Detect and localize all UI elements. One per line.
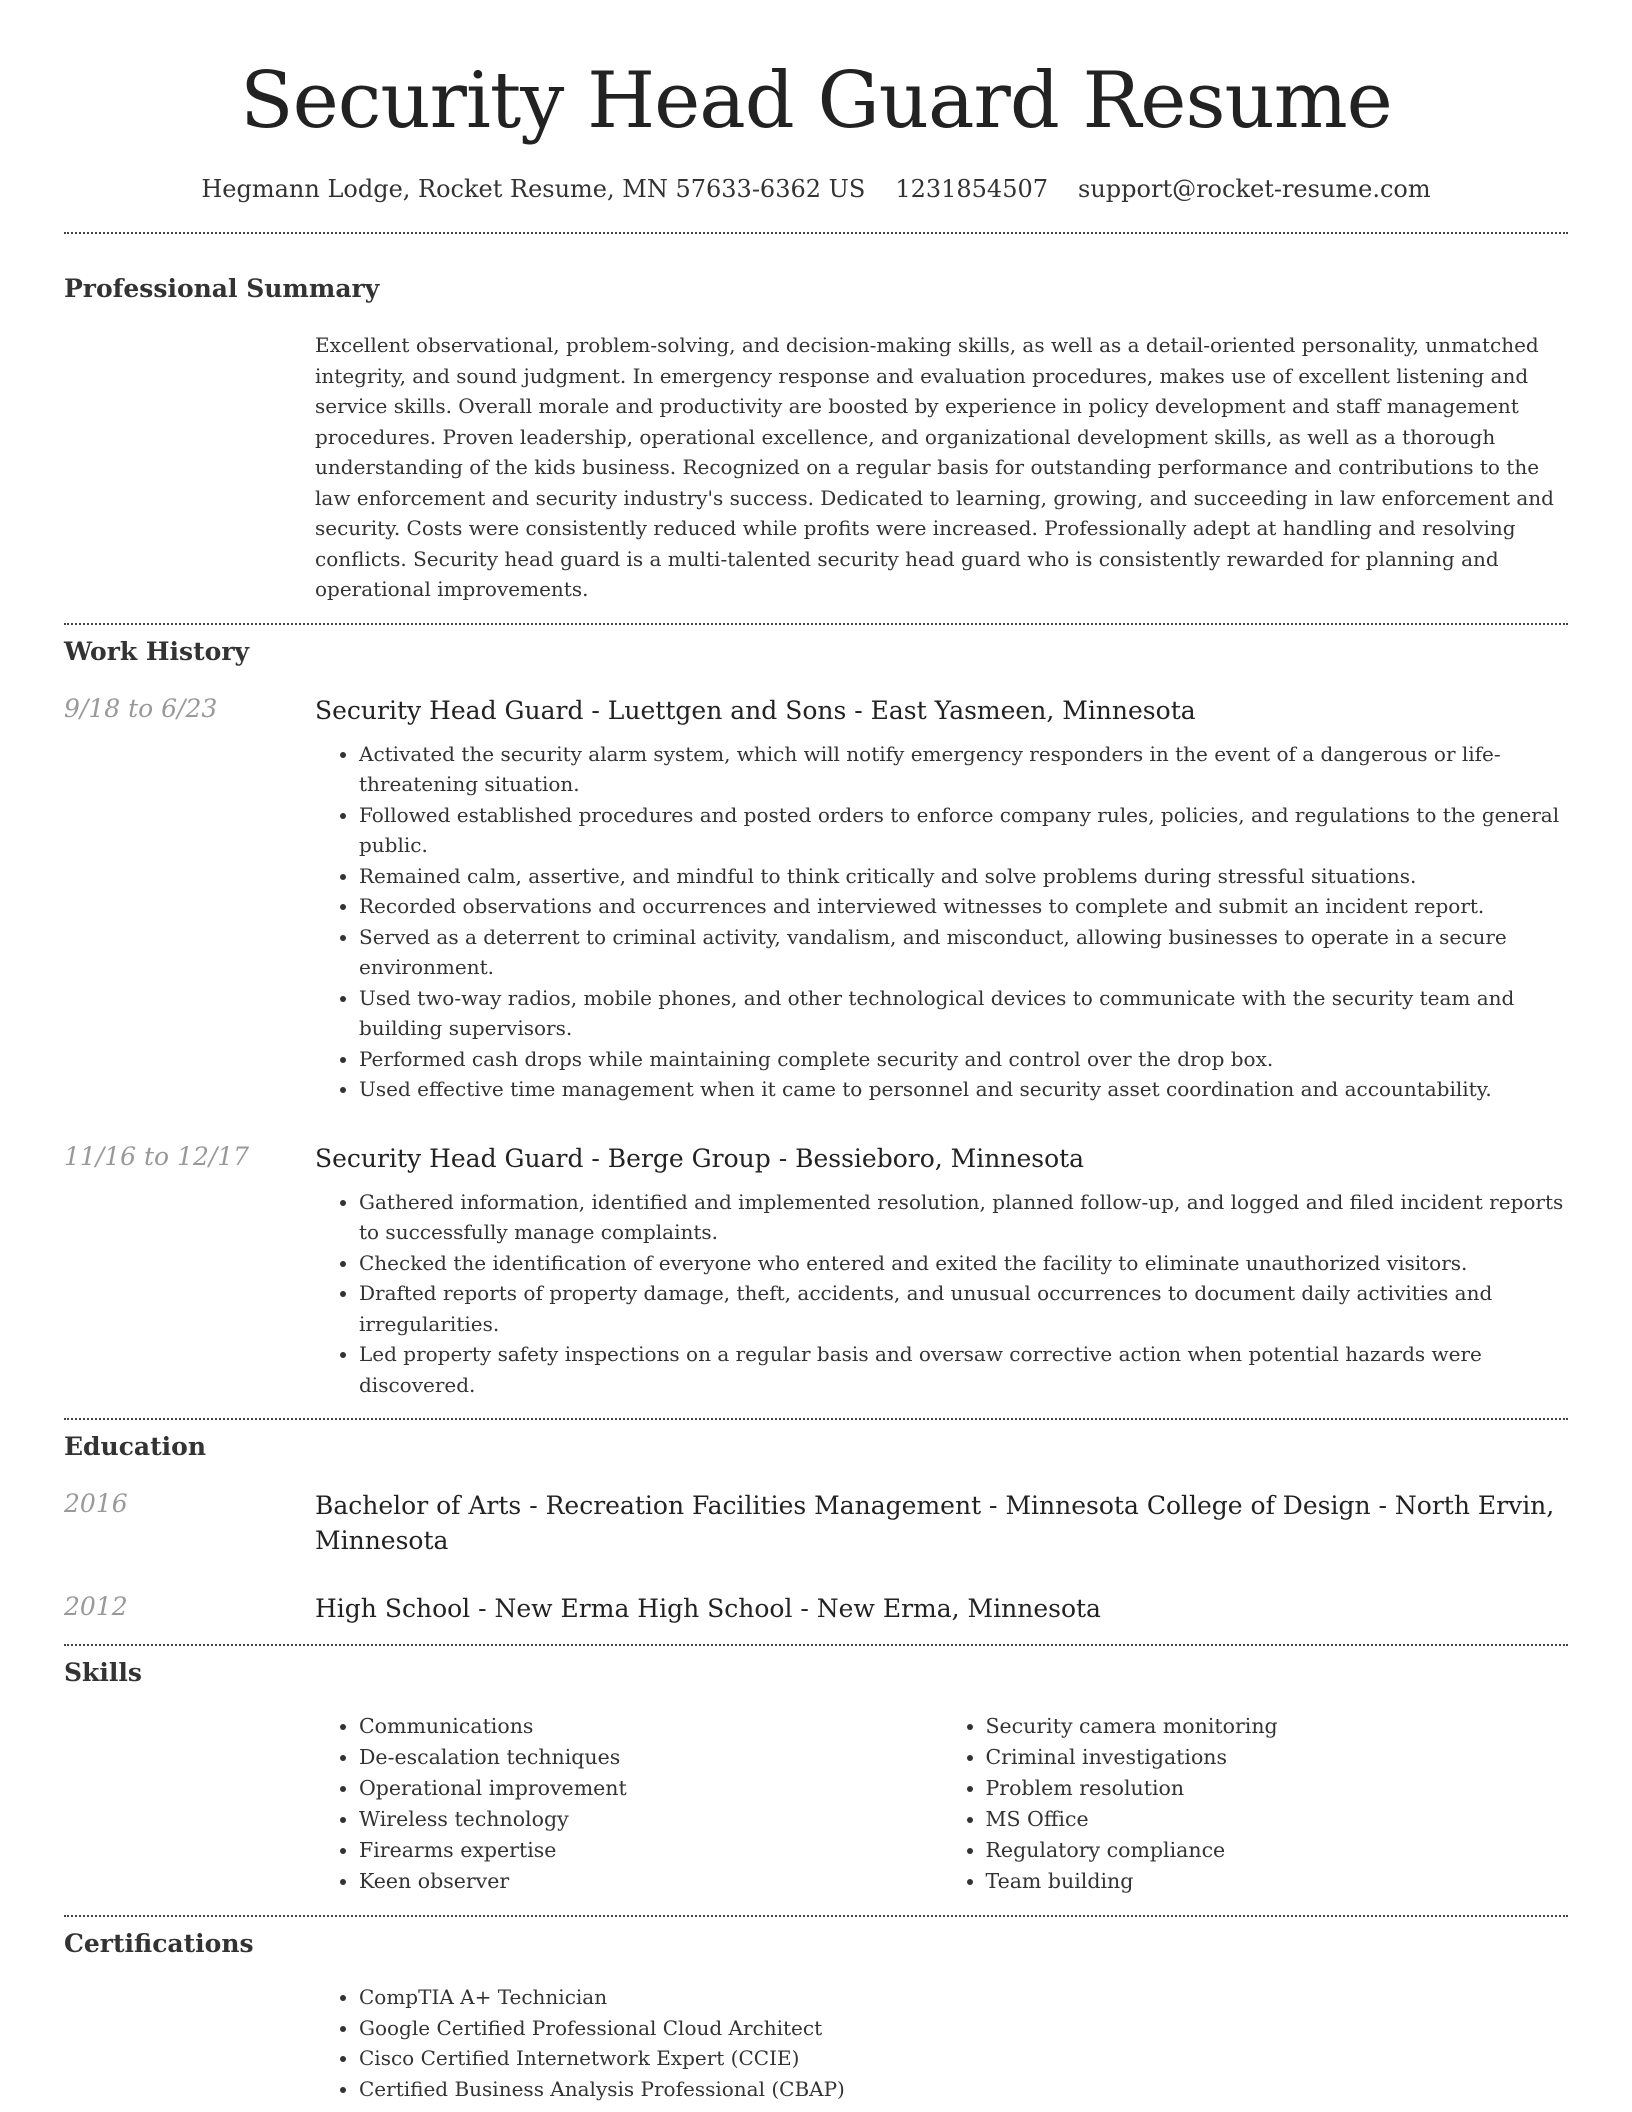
list-item: • Firearms expertise bbox=[359, 1835, 942, 1866]
list-item: • Remained calm, assertive, and mindful to think critically and solve problems during stressful situations. bbox=[359, 861, 1568, 892]
list-item: • CompTIA A+ Technician bbox=[359, 1982, 1568, 2013]
list-item: • Google Certified Professional Cloud Architect bbox=[359, 2013, 1568, 2044]
list-item: • Followed established procedures and posted orders to enforce company rules, policies, and regulations to the general public. bbox=[359, 800, 1568, 861]
summary-text: Excellent observational, problem-solving, and decision-making skills, as well as a detail-oriented personality, unmatched integrity, and sound judgment. In emergency response and evaluation procedures, makes use of excellent listening and service skills. Overall morale and productivity are boosted by experience in policy development and staff management procedures. Proven leadership, operational excellence, and organizational development skills, as well as a thorough understanding of the kids business. Recognized on a regular basis for outstanding performance and contributions to the law enforcement and security industry's success. Dedicated to learning, growing, and succeeding in law enforcement and security. Costs were consistently reduced while profits were increased. Professionally adept at handling and resolving conflicts. Security head guard is a multi-talented security head guard who is consistently rewarded for planning and operational improvements. bbox=[315, 333, 1554, 601]
section-title-education: Education bbox=[64, 1432, 207, 1461]
list-item: • Security camera monitoring bbox=[986, 1711, 1569, 1742]
list-item: • Checked the identification of everyone who entered and exited the facility to eliminate unauthorized visitors. bbox=[359, 1248, 1568, 1279]
list-item: • Regulatory compliance bbox=[986, 1835, 1569, 1866]
resume-page bbox=[64, 0, 1568, 2104]
job-date: 9/18 to 6/23 bbox=[64, 693, 218, 723]
section-title-work-history: Work History bbox=[64, 636, 250, 666]
list-item: • Problem resolution bbox=[986, 1773, 1569, 1804]
list-item: • Performed cash drops while maintaining complete security and control over the drop box. bbox=[359, 1044, 1568, 1075]
list-item: • Communications bbox=[359, 1711, 942, 1742]
job-title: Security Head Guard - Berge Group - Bessieboro, Minnesota bbox=[315, 1143, 1085, 1173]
job-bullets bbox=[359, 739, 1568, 1105]
resume-title: Security Head Guard Resume bbox=[240, 56, 1392, 146]
list-item: • Recorded observations and occurrences and interviewed witnesses to complete and submit an incident report. bbox=[359, 891, 1568, 922]
job-title: Security Head Guard - Luettgen and Sons - East Yasmeen, Minnesota bbox=[315, 695, 1196, 725]
section-title-skills: Skills bbox=[64, 1658, 142, 1687]
list-item: • Wireless technology bbox=[359, 1804, 942, 1835]
list-item: • MS Office bbox=[986, 1804, 1569, 1835]
education-entry bbox=[64, 1591, 1568, 1626]
education-entry bbox=[64, 1488, 1568, 1558]
divider bbox=[64, 1418, 1568, 1420]
job-entry bbox=[64, 1141, 1568, 1401]
list-item: • Team building bbox=[986, 1866, 1569, 1897]
section-title-summary: Professional Summary bbox=[64, 274, 380, 303]
job-entry bbox=[64, 693, 1568, 1105]
job-bullets bbox=[359, 1187, 1568, 1401]
contact-phone: 1231854507 bbox=[895, 175, 1049, 203]
contact-line bbox=[64, 174, 1568, 204]
list-item: • Gathered information, identified and implemented resolution, planned follow-up, and logged and filed incident reports to successfully manage complaints. bbox=[359, 1187, 1568, 1248]
divider bbox=[64, 623, 1568, 625]
education-date: 2012 bbox=[64, 1592, 128, 1621]
list-item: • Led property safety inspections on a regular basis and oversaw corrective action when potential hazards were discovered. bbox=[359, 1339, 1568, 1400]
list-item: • Served as a deterrent to criminal activity, vandalism, and misconduct, allowing businesses to operate in a secure environment. bbox=[359, 922, 1568, 983]
list-item: • Criminal investigations bbox=[986, 1742, 1569, 1773]
skills-list bbox=[315, 1711, 1568, 1897]
divider bbox=[64, 1915, 1568, 1917]
list-item: • Activated the security alarm system, which will notify emergency responders in the event of a dangerous or life-threatening situation. bbox=[359, 739, 1568, 800]
certifications-list bbox=[359, 1982, 1568, 2104]
skills-column-left bbox=[359, 1711, 942, 1897]
list-item: • De-escalation techniques bbox=[359, 1742, 942, 1773]
contact-email[interactable]: support@rocket-resume.com bbox=[1078, 175, 1431, 203]
skills-column-right bbox=[986, 1711, 1569, 1897]
contact-address: Hegmann Lodge, Rocket Resume, MN 57633-6362 US bbox=[201, 175, 866, 203]
job-date: 11/16 to 12/17 bbox=[64, 1141, 250, 1171]
list-item: • Operational improvement bbox=[359, 1773, 942, 1804]
list-item: • Certified Business Analysis Professional (CBAP) bbox=[359, 2074, 1568, 2105]
education-title: High School - New Erma High School - New Erma, Minnesota bbox=[315, 1594, 1101, 1623]
divider bbox=[64, 1644, 1568, 1646]
list-item: • Used two-way radios, mobile phones, and other technological devices to communicate with the security team and building supervisors. bbox=[359, 983, 1568, 1044]
list-item: • Keen observer bbox=[359, 1866, 942, 1897]
list-item: • Used effective time management when it came to personnel and security asset coordination and accountability. bbox=[359, 1074, 1568, 1105]
education-date: 2016 bbox=[64, 1489, 128, 1518]
list-item: • Drafted reports of property damage, theft, accidents, and unusual occurrences to document daily activities and irregularities. bbox=[359, 1278, 1568, 1339]
section-title-certifications: Certifications bbox=[64, 1929, 254, 1958]
list-item: • Cisco Certified Internetwork Expert (CCIE) bbox=[359, 2043, 1568, 2074]
divider bbox=[64, 232, 1568, 234]
education-title: Bachelor of Arts - Recreation Facilities Management - Minnesota College of Design - North Ervin, Minnesota bbox=[315, 1491, 1555, 1555]
